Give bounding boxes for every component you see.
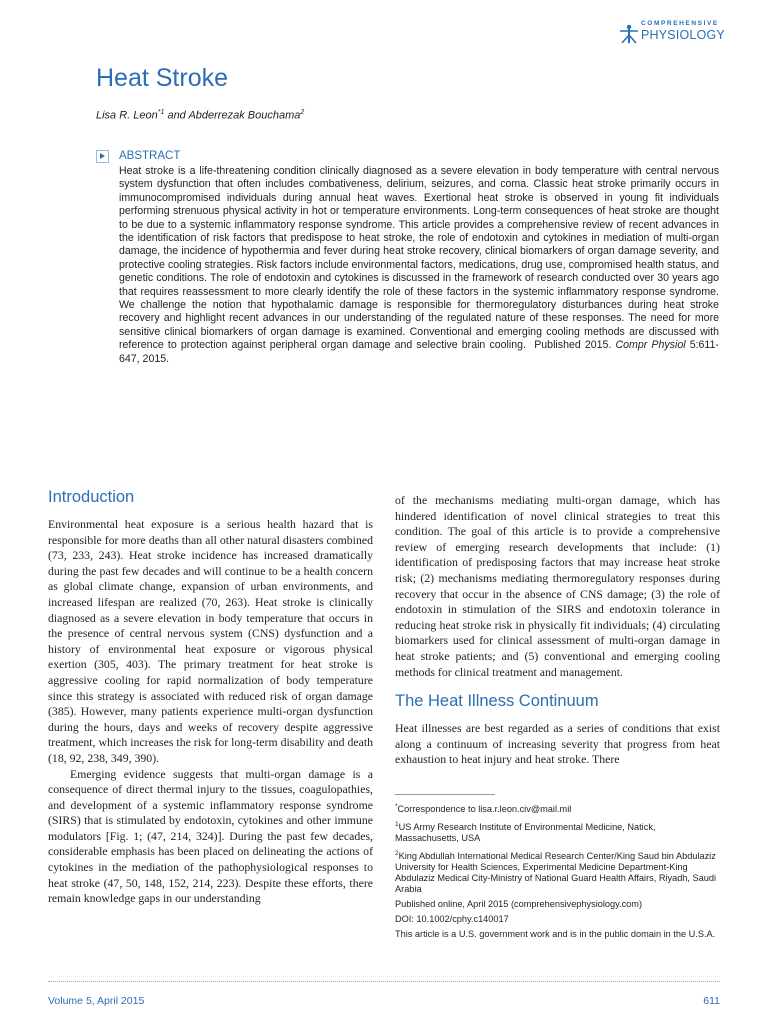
section-heading-introduction: Introduction	[48, 488, 135, 506]
affiliation-text: US Army Research Institute of Environmental Medicine, Natick, Massachusetts, USA	[395, 822, 656, 844]
journal-logo-icon	[618, 22, 640, 44]
footnote-correspondence	[395, 801, 720, 815]
published-online: Published online, April 2015 (comprehensivephysiology.com)	[395, 899, 643, 910]
journal-logo	[618, 20, 725, 46]
footer-volume: Volume 5, April 2015	[48, 995, 145, 1007]
footnote-divider	[395, 794, 495, 795]
abstract-citation: 5:611-647, 2015.	[119, 339, 719, 365]
abstract-published: Published 2015.	[534, 339, 612, 352]
footnote-affiliation-1	[395, 819, 720, 844]
footnote-affiliation-2	[395, 848, 720, 895]
body-paragraph: Emerging evidence suggests that multi-organ damage is a consequence of direct thermal injury to the tissues, coagulopathies, and development of a systemic inflammatory response syndrome (SIRS) that is stimulated by endotoxin, cytokines and other immune modulators [Fig. 1; (47, 214, 324)]. During the past few decades, considerable emphasis has been placed on delineating the actions of cytokines in the mediation of the pathophysiological responses to heat stroke (47, 50, 148, 152, 214, 223). Despite these efforts, there remain knowledge gaps in our understanding	[48, 766, 373, 906]
author-list	[96, 109, 304, 122]
public-domain-note: This article is a U.S. government work and is in the public domain in the U.S.A.	[395, 929, 716, 940]
abstract-body: Heat stroke is a life-threatening condition clinically diagnosed as a severe elevation in body temperature with central nervous system dysfunction that often includes combativeness, delirium, seizures, and coma. Classic heat stroke primarily occurs in immunocompromised individuals during annual heat waves. Exertional heat stroke is observed in young fit individuals performing strenuous physical activity in hot or temperature environments. Long-term consequences of heat stroke are thought to be due to a systemic inflammatory response syndrome. This article provides a comprehensive review of recent advances in the identification of risk factors that predispose to heat stroke, the role of endotoxin and cytokines in mediation of multi-organ damage, the incidence of hypothermia and fever during heat stroke recovery, clinical biomarkers of organ damage severity, and protective cooling strategies. Risk factors include environmental factors, medications, drug use, compromised health status, and genetic conditions. The role of endotoxin and cytokines is discussed in the framework of research conducted over 30 years ago that requires reassessment to more clearly identify the role of these factors in the systemic inflammatory response syndrome. We challenge the notion that hypothalamic damage is responsible for thermoregulatory disturbances during heat stroke recovery and highlight recent advances in our understanding of the regulated nature of these responses. The need for more sensitive clinical biomarkers of organ damage is examined. Conventional and emerging cooling methods are discussed with reference to protection against peripheral organ damage and selective brain cooling.	[119, 165, 719, 352]
doi: DOI: 10.1002/cphy.c140017	[395, 914, 509, 925]
author-name: Abderrezak Bouchama	[188, 109, 301, 122]
footnote-mark: 1	[395, 821, 399, 829]
author-conjunction: and	[164, 109, 189, 122]
footnote-mark: 2	[395, 850, 399, 858]
body-paragraph: Heat illnesses are best regarded as a series of conditions that exist along a continuum of increasing severity that progress from heat exhaustion to heat injury and heat stroke. There	[395, 721, 720, 767]
abstract-heading: ABSTRACT	[119, 150, 181, 162]
journal-logo-line1: COMPREHENSIVE	[641, 20, 719, 27]
affiliation-text: King Abdullah International Medical Research Center/King Saud bin Abdulaziz University for Health Sciences, Experimental Medicine Department-King Abdulaziz Medical City-Ministry of National Guard Health Affairs, Riyadh, Saudi Arabia	[395, 851, 717, 895]
correspondence-text: Correspondence to lisa.r.leon.civ@mail.mil	[397, 804, 572, 815]
abstract-journal: Compr Physiol	[615, 339, 686, 352]
abstract-text	[119, 165, 719, 366]
footnote-mark: *	[395, 803, 398, 810]
article-title: Heat Stroke	[96, 64, 229, 92]
page-number: 611	[703, 995, 720, 1007]
footer-divider	[48, 981, 720, 982]
author-mark: *1	[157, 109, 165, 116]
right-column	[395, 493, 720, 768]
footnotes	[395, 794, 720, 944]
body-paragraph: of the mechanisms mediating multi-organ damage, which has hindered identification of novel clinical strategies to treat this condition. The goal of this article is to provide a comprehensive review of emerging research developments that include: (1) identification of predisposing factors that may increase heat stroke risk; (2) mechanisms mediating thermoregulatory responses during recovery that occur in the absence of CNS damage; (3) the role of endotoxin in stimulation of the SIRS and endotoxin tolerance in reducing heat stroke risk in physically fit individuals; (4) circulating biomarkers used for clinical assessment of multi-organ damage in heat stroke patients; and (5) conventional and emerging cooling methods for clinical treatment and management.	[395, 493, 720, 679]
left-column	[48, 488, 373, 907]
play-box-icon[interactable]	[96, 150, 109, 163]
section-heading-heat-illness-continuum: The Heat Illness Continuum	[395, 692, 599, 711]
journal-logo-line2: PHYSIOLOGY	[641, 28, 725, 42]
body-paragraph: Environmental heat exposure is a serious health hazard that is responsible for more deaths than all other natural disasters combined (73, 233, 243). Heat stroke incidence has increased dramatically during the past few decades and will continue to be a health concern as global climate change, expansion of urban environments, and increased lifespan are realized (70, 263). Heat stroke is clinically diagnosed as a severe elevation in body temperature that occurs in the presence of central nervous system (CNS) dysfunction and a history of environmental heat exposure or vigorous physical exertion (305, 403). The primary treatment for heat stroke is aggressive cooling for rapid normalization of body temperature since this strategy is associated with reduced risk of organ damage (385). However, many patients experience multi-organ dysfunction during the hours, days and weeks of recovery despite aggressive treatment, which increases the risk for long-term disability and death (18, 92, 238, 349, 390).	[48, 517, 373, 765]
author-name: Lisa R. Leon	[96, 109, 158, 122]
author-mark: 2	[300, 109, 305, 116]
